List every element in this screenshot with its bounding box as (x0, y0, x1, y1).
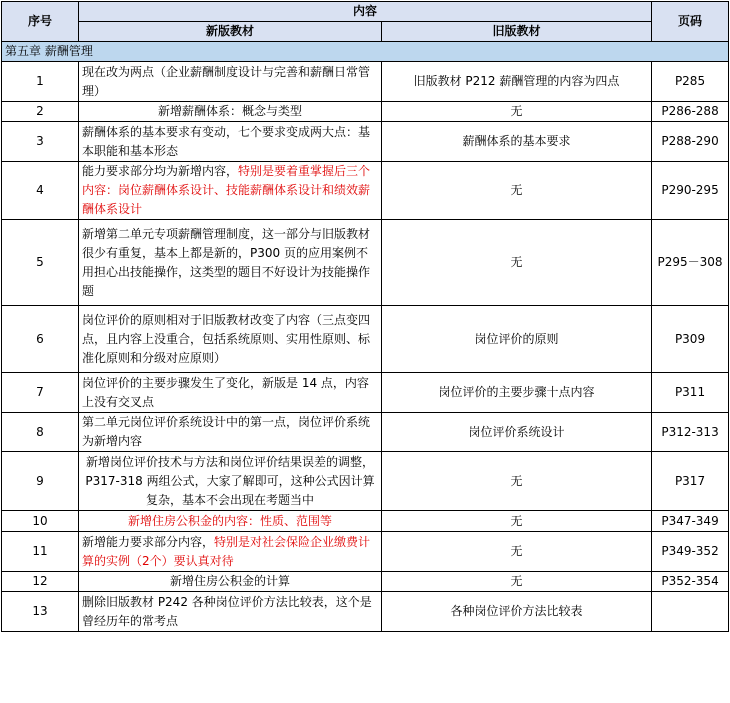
table-row (2, 62, 729, 102)
old-edition-cell: 岗位评价系统设计 (382, 413, 652, 452)
chapter-row (2, 42, 729, 62)
old-edition-cell: 无 (382, 572, 652, 592)
new-edition-cell (79, 306, 382, 373)
new-edition-highlight: 特别是对社会保险企业缴费计算的实例（2个）要认真对待 (82, 534, 371, 568)
header-content: 内容 (79, 2, 652, 22)
old-edition-cell: 无 (382, 162, 652, 220)
new-edition-text: 新增住房公积金的计算 (169, 574, 290, 588)
table-row (2, 220, 729, 306)
row-number: 9 (2, 452, 79, 511)
chapter-title: 第五章 薪酬管理 (2, 42, 729, 62)
page-cell: P311 (652, 373, 729, 413)
new-edition-cell (79, 452, 382, 511)
row-number: 12 (2, 572, 79, 592)
new-edition-highlight: 新增住房公积金的内容：性质、范围等 (127, 513, 332, 528)
table-row (2, 511, 729, 532)
page-cell: P317 (652, 452, 729, 511)
page-cell: P347-349 (652, 511, 729, 532)
new-edition-text: 删除旧版教材 P242 各种岗位评价方法比较表，这个是曾经历年的常考点 (82, 594, 372, 628)
table-body (2, 62, 729, 632)
new-edition-text: 岗位评价的原则相对于旧版教材改变了内容（三点变四点，且内容上没重合，包括系统原则、实用性原则、标准化原则和分级对应原则） (82, 312, 371, 365)
new-edition-text: 新增能力要求部分内容， (82, 534, 215, 549)
new-edition-cell (79, 102, 382, 122)
table-row (2, 452, 729, 511)
page-cell: P309 (652, 306, 729, 373)
new-edition-cell (79, 62, 382, 102)
new-edition-cell (79, 511, 382, 532)
row-number: 4 (2, 162, 79, 220)
old-edition-cell: 无 (382, 532, 652, 572)
page-cell: P352-354 (652, 572, 729, 592)
header-page: 页码 (652, 2, 729, 42)
header-old-edition: 旧版教材 (382, 22, 652, 42)
row-number: 10 (2, 511, 79, 532)
page-cell: P285 (652, 62, 729, 102)
page-cell: P288-290 (652, 122, 729, 162)
new-edition-text: 第二单元岗位评价系统设计中的第一点，岗位评价系统为新增内容 (82, 415, 371, 448)
table-row (2, 373, 729, 413)
table-row (2, 572, 729, 592)
row-number: 1 (2, 62, 79, 102)
table-row (2, 162, 729, 220)
row-number: 7 (2, 373, 79, 413)
table-row (2, 122, 729, 162)
new-edition-text: 现在改为两点（企业薪酬制度设计与完善和薪酬日常管理） (82, 64, 371, 98)
new-edition-cell (79, 373, 382, 413)
old-edition-cell: 岗位评价的原则 (382, 306, 652, 373)
new-edition-text: 新增岗位评价技术与方法和岗位评价结果误差的调整，P317-318 两组公式，大家了解即可，这种公式因计算复杂，基本不会出现在考题当中 (85, 454, 375, 507)
row-number: 3 (2, 122, 79, 162)
row-number: 2 (2, 102, 79, 122)
new-edition-cell (79, 122, 382, 162)
row-number: 6 (2, 306, 79, 373)
new-edition-text: 薪酬体系的基本要求有变动，七个要求变成两大点：基本职能和基本形态 (82, 124, 371, 158)
row-number: 5 (2, 220, 79, 306)
header-new-edition: 新版教材 (79, 22, 382, 42)
table-row (2, 592, 729, 632)
row-number: 11 (2, 532, 79, 572)
old-edition-cell: 岗位评价的主要步骤十点内容 (382, 373, 652, 413)
old-edition-cell: 无 (382, 102, 652, 122)
new-edition-highlight: 特别是要着重掌握后三个内容：岗位薪酬体系设计、技能薪酬体系设计和绩效薪酬体系设计 (82, 164, 371, 216)
old-edition-cell: 无 (382, 220, 652, 306)
old-edition-cell: 旧版教材 P212 薪酬管理的内容为四点 (382, 62, 652, 102)
textbook-changes-table (1, 1, 729, 632)
new-edition-text: 岗位评价的主要步骤发生了变化，新版是 14 点，内容上没有交叉点 (82, 375, 369, 409)
old-edition-cell: 无 (382, 452, 652, 511)
table-row (2, 306, 729, 373)
new-edition-cell (79, 572, 382, 592)
row-number: 13 (2, 592, 79, 632)
new-edition-text: 新增第二单元专项薪酬管理制度，这一部分与旧版教材很少有重复，基本上都是新的，P300 页的应用案例不用担心出技能操作，这类型的题目不好设计为技能操作题 (82, 226, 371, 298)
page-cell: P349-352 (652, 532, 729, 572)
table-row (2, 413, 729, 452)
new-edition-text: 能力要求部分均为新增内容， (82, 164, 239, 178)
new-edition-cell (79, 592, 382, 632)
page-cell: P312-313 (652, 413, 729, 452)
header-seq: 序号 (2, 2, 79, 42)
new-edition-text: 新增薪酬体系：概念与类型 (157, 104, 302, 118)
row-number: 8 (2, 413, 79, 452)
old-edition-cell: 薪酬体系的基本要求 (382, 122, 652, 162)
page-cell (652, 592, 729, 632)
table-row (2, 102, 729, 122)
new-edition-cell (79, 413, 382, 452)
page-cell: P286-288 (652, 102, 729, 122)
new-edition-cell (79, 220, 382, 306)
page-cell: P295－308 (652, 220, 729, 306)
old-edition-cell: 无 (382, 511, 652, 532)
new-edition-cell (79, 532, 382, 572)
old-edition-cell: 各种岗位评价方法比较表 (382, 592, 652, 632)
header-row-2 (2, 22, 729, 42)
header-row-1 (2, 2, 729, 22)
new-edition-cell (79, 162, 382, 220)
page-cell: P290-295 (652, 162, 729, 220)
table-row (2, 532, 729, 572)
